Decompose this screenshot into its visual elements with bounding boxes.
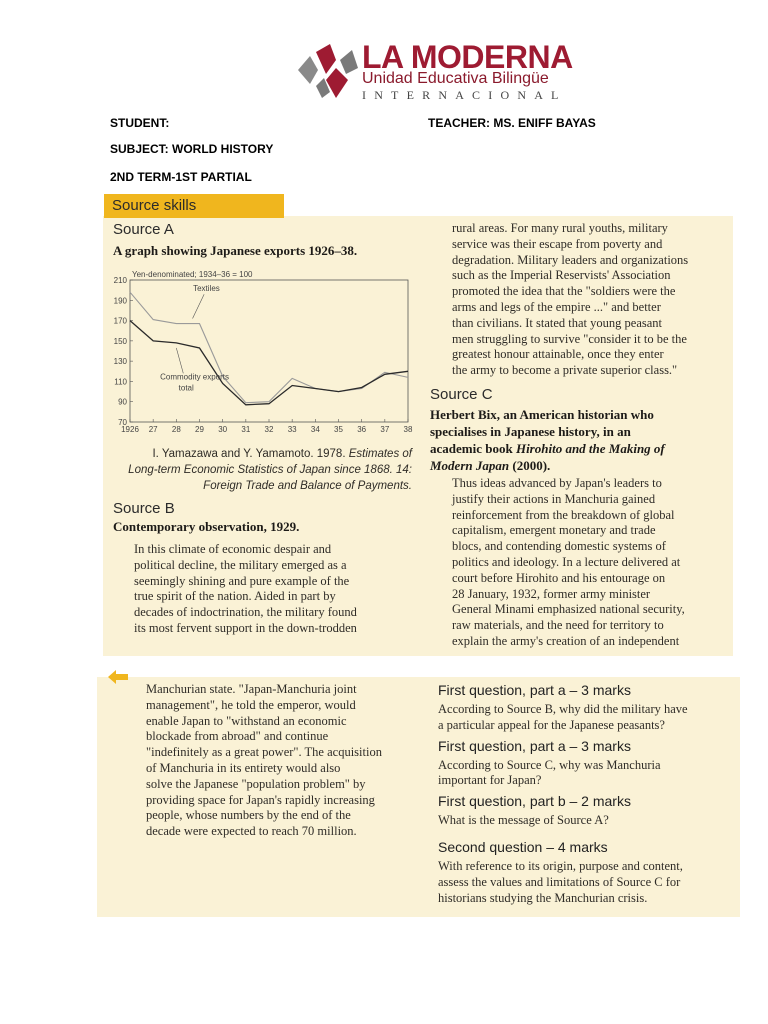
x-tick-label: 32 xyxy=(264,425,274,434)
annotation-textiles: Textiles xyxy=(193,284,220,294)
source-c-subheading xyxy=(430,406,730,474)
question-heading: Second question – 4 marks xyxy=(438,838,608,855)
question-block xyxy=(438,793,734,829)
y-tick-label: 70 xyxy=(118,418,127,427)
text-line: explain the army's creation of an independent xyxy=(452,633,680,648)
text-line: people, whose numbers by the end of the xyxy=(146,808,351,823)
text-line: degradation. Military leaders and organizations xyxy=(452,252,689,267)
source-b-text xyxy=(134,542,424,637)
text-line: According to Source C, why was Manchuria xyxy=(438,757,661,772)
source-skills-label: Source skills xyxy=(112,197,197,214)
text-line: the army to become a private superior class." xyxy=(452,363,678,378)
question-block xyxy=(438,839,734,906)
annotation-total: total xyxy=(178,383,194,393)
student-label: STUDENT: xyxy=(110,116,170,130)
annotation-leader xyxy=(193,294,205,318)
text-line: promoted the idea that the "soldiers were the xyxy=(452,284,676,299)
book-title-part1: Hirohito and the Making of xyxy=(515,441,665,456)
text-line: politics and ideology. In a lecture delivered at xyxy=(452,554,681,569)
text-line: Thus ideas advanced by Japan's leaders to xyxy=(452,476,662,490)
text-line: 28 January, 1932, former army minister xyxy=(452,586,651,601)
text-line: specialises in Japanese history, in an xyxy=(430,424,631,439)
subject-label: SUBJECT: WORLD HISTORY xyxy=(110,142,274,156)
x-tick-label: 27 xyxy=(148,425,158,434)
text-line: providing space for Japan's rapidly increasing xyxy=(146,792,375,807)
text-line: capitalism, emergent monetary and trade xyxy=(452,523,656,538)
text-line: With reference to its origin, purpose and content, xyxy=(438,858,683,873)
book-year: (2000). xyxy=(509,458,551,473)
question-text xyxy=(438,702,734,734)
x-tick-label: 37 xyxy=(380,425,390,434)
x-tick-label: 29 xyxy=(195,425,204,434)
x-tick-label: 34 xyxy=(310,425,320,434)
y-tick-label: 190 xyxy=(113,296,127,306)
source-c-continued-text xyxy=(146,682,436,840)
text-line: than civilians. It stated that young peasant xyxy=(452,315,663,330)
text-line: political decline, the military emerged as a xyxy=(134,557,347,572)
y-tick-label: 110 xyxy=(114,377,127,387)
text-line: reinforcement from the breakdown of global xyxy=(452,507,675,522)
brand-name: LA MODERNA xyxy=(362,39,573,75)
x-tick-label: 1926 xyxy=(121,425,139,434)
text-line: its most fervent support in the down-trodden xyxy=(134,620,357,635)
source-a-subheading: A graph showing Japanese exports 1926–38. xyxy=(113,243,358,258)
text-line: service was their escape from poverty and xyxy=(452,236,663,251)
text-line: assess the values and limitations of Source C for xyxy=(438,874,681,889)
brand-international: INTERNACIONAL xyxy=(362,88,567,102)
text-line: According to Source B, why did the military have xyxy=(438,702,688,716)
book-title-part2: Modern Japan xyxy=(430,458,510,473)
y-tick-label: 90 xyxy=(118,397,127,407)
chart-title: Yen-denominated; 1934–36 = 100 xyxy=(132,270,253,279)
text-line: court before Hirohito and his entourage on xyxy=(452,570,666,585)
text-line: In this climate of economic despair and xyxy=(134,542,332,556)
question-heading: First question, part b – 2 marks xyxy=(438,793,631,810)
y-tick-label: 170 xyxy=(113,316,127,326)
question-heading: First question, part a – 3 marks xyxy=(438,682,631,698)
text-line: "indefinitely as a great power". The acquisition xyxy=(146,745,382,760)
text-line: Herbert Bix, an American historian who xyxy=(430,407,654,422)
teacher-label: TEACHER: MS. ENIFF BAYAS xyxy=(428,116,596,130)
text-line: greatest honour attainable, once they enter xyxy=(452,347,664,362)
text-line: arms and legs of the empire ..." and better xyxy=(452,299,661,314)
caption-line1-plain: I. Yamazawa and Y. Yamamoto. 1978. xyxy=(152,448,349,460)
text-line: raw materials, and the need for territory to xyxy=(452,618,664,633)
arrow-left-icon xyxy=(108,670,130,684)
source-b-subheading: Contemporary observation, 1929. xyxy=(113,519,300,534)
caption-line1-italic: Estimates of xyxy=(348,448,412,460)
text-line: blocs, and contending domestic systems of xyxy=(452,539,666,554)
source-b-heading: Source B xyxy=(113,500,175,517)
question-block xyxy=(438,682,734,734)
y-tick-label: 210 xyxy=(113,276,127,285)
question-heading: First question, part a – 3 marks xyxy=(438,737,631,754)
question-text xyxy=(438,813,734,829)
source-a-caption xyxy=(106,446,412,494)
text-line: of Manchuria in its entirety would also xyxy=(146,760,341,775)
plot-frame xyxy=(130,280,408,422)
text-line: blockade from abroad" and continue xyxy=(146,729,329,744)
caption-line3: Foreign Trade and Balance of Payments. xyxy=(203,480,412,492)
series-line-commodity-exports xyxy=(130,321,408,405)
term-label: 2ND TERM-1ST PARTIAL xyxy=(110,170,252,184)
text-line: decade were expected to reach 70 million. xyxy=(146,824,357,839)
x-tick-label: 36 xyxy=(357,425,367,434)
source-a-heading: Source A xyxy=(113,221,174,238)
text-line: true spirit of the nation. Aided in part by xyxy=(134,589,336,604)
question-text xyxy=(438,758,734,790)
x-tick-label: 38 xyxy=(403,425,413,434)
annotation-commodity: Commodity exports xyxy=(160,372,230,382)
text-line: What is the message of Source A? xyxy=(438,813,609,828)
text-line: seemingly shining and pure example of the xyxy=(134,573,350,588)
brand-subtitle: Unidad Educativa Bilingüe xyxy=(362,70,549,87)
x-tick-label: 28 xyxy=(171,425,181,434)
x-tick-label: 33 xyxy=(287,425,297,434)
series-line-textiles xyxy=(130,292,408,403)
source-c-heading: Source C xyxy=(430,386,493,403)
exports-line-chart xyxy=(106,266,416,444)
text-line: such as the Imperial Reservists' Association xyxy=(452,268,671,283)
source-b-continued-text xyxy=(452,221,732,379)
source-c-text xyxy=(452,476,732,650)
text-line: Manchurian state. "Japan-Manchuria joint xyxy=(146,682,357,696)
annotation-leader xyxy=(176,348,183,373)
x-tick-label: 31 xyxy=(241,425,251,434)
text-line: solve the Japanese "population problem" by xyxy=(146,776,366,791)
y-tick-label: 150 xyxy=(113,336,127,346)
text-line: academic book xyxy=(430,441,516,456)
x-tick-label: 30 xyxy=(218,425,228,434)
caption-line2: Long-term Economic Statistics of Japan since 1868. 14: xyxy=(128,464,412,476)
text-line: men struggling to survive "consider it to be the xyxy=(452,331,687,346)
text-line: historians studying the Manchurian crisis. xyxy=(438,890,648,905)
text-line: justify their actions in Manchuria gained xyxy=(452,491,656,506)
text-line: General Minami emphasized national security, xyxy=(452,602,685,617)
text-line: management", he told the emperor, would xyxy=(146,697,356,712)
questions-list xyxy=(438,682,734,906)
y-tick-label: 130 xyxy=(113,357,127,367)
x-tick-label: 35 xyxy=(334,425,343,434)
logo-emblem-icon xyxy=(298,44,358,98)
text-line: a particular appeal for the Japanese peasants? xyxy=(438,717,665,732)
text-line: rural areas. For many rural youths, military xyxy=(452,221,668,235)
text-line: decades of indoctrination, the military found xyxy=(134,605,357,620)
question-block xyxy=(438,738,734,790)
question-text xyxy=(438,859,734,906)
text-line: important for Japan? xyxy=(438,773,542,788)
text-line: enable Japan to "withstand an economic xyxy=(146,713,347,728)
